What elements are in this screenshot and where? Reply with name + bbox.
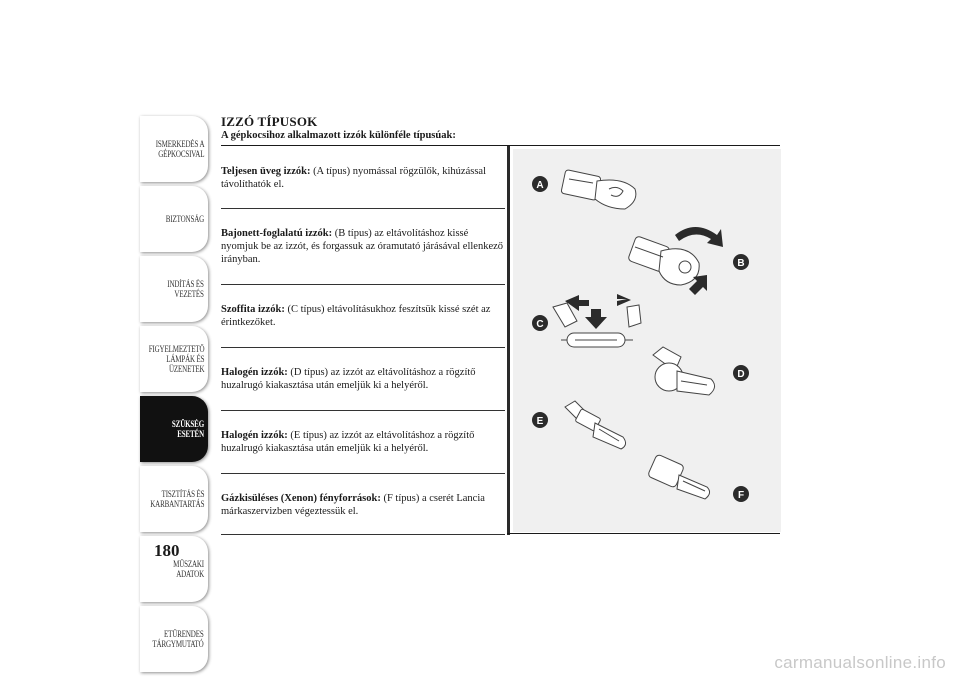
tab-targymutato[interactable] (140, 606, 208, 672)
tab-label: TISZTÍTÁS ÉS KARBANTARTÁS (149, 489, 204, 509)
down-arrow-icon (585, 309, 607, 329)
entry-term: Teljesen üveg izzók: (221, 166, 311, 177)
entry-term: Halogén izzók: (221, 430, 288, 441)
badge-b (733, 254, 749, 270)
entry-type-b (221, 209, 505, 285)
bulb-f-drawing (647, 454, 709, 499)
badge-a-label: A (536, 180, 544, 191)
page-subtitle: A gépkocsihoz alkalmazott izzók különféle típusúak: (221, 130, 456, 141)
badge-c (532, 315, 548, 331)
page-number: 180 (154, 541, 180, 560)
chapter-sidebar (140, 116, 208, 676)
badge-d (733, 365, 749, 381)
tab-biztonsag[interactable] (140, 186, 208, 252)
entry-text: (A típus) nyomással rögzülők, kihúzással távolíthatók el. (221, 166, 486, 190)
watermark: carmanualsonline.info (774, 653, 946, 672)
tab-inditas[interactable] (140, 256, 208, 322)
entry-type-d (221, 348, 505, 411)
badge-f (733, 486, 749, 502)
tab-label: BIZTONSÁG (165, 214, 204, 224)
tab-ismerkedes[interactable] (140, 116, 208, 182)
entry-text: (E típus) az izzót az eltávolításhoz a rögzítő huzalrugó kiakasztása után emeljük ki a helyéről. (221, 430, 475, 454)
right-arrow-icon (617, 294, 631, 306)
bulb-e-drawing (565, 401, 626, 449)
bulb-a-drawing (561, 170, 636, 209)
badge-d-label: D (737, 369, 745, 380)
bulb-illustration (513, 149, 781, 532)
tab-label: ISMERKEDÉS A GÉPKOCSIVAL (155, 139, 204, 159)
tab-tisztitas[interactable] (140, 466, 208, 532)
badge-a (532, 176, 548, 192)
entry-text: (B típus) az eltávolításhoz kissé nyomjuk be az izzót, és forgassuk az óramutató járásával ellenkező irányban. (221, 228, 504, 265)
entry-type-c (221, 285, 505, 348)
badge-e-label: E (536, 416, 544, 427)
tab-label: ETŰRENDES TÁRGYMUTATÓ (152, 629, 204, 649)
entry-text: (D típus) az izzót az eltávolításhoz a rögzítő huzalrugó kiakasztása után emeljük ki a helyéről. (221, 367, 476, 391)
entry-term: Szoffita izzók: (221, 304, 285, 315)
badge-e (532, 412, 548, 428)
tab-label: FIGYELMEZTETŐ LÁMPÁK ÉS ÜZENETEK (148, 344, 204, 374)
entry-text: (C típus) eltávolításukhoz feszítsük kissé szét az érintkezőket. (221, 304, 491, 328)
bulb-d-drawing (653, 347, 715, 395)
page-title: IZZÓ TÍPUSOK (221, 114, 318, 129)
bulb-type-list (221, 147, 505, 535)
top-divider (221, 145, 780, 146)
tab-szukseg-eseten[interactable] (140, 396, 208, 462)
badge-f-label: F (737, 490, 745, 501)
entry-term: Halogén izzók: (221, 367, 288, 378)
tab-label: MŰSZAKI ADATOK (173, 559, 204, 579)
badge-b-label: B (737, 258, 745, 269)
entry-type-f (221, 474, 505, 535)
tab-figyelmezteto[interactable] (140, 326, 208, 392)
rotate-arrow-icon (675, 227, 723, 247)
entry-term: Gázkisüléses (Xenon) fényforrások: (221, 493, 381, 504)
tab-label: SZÜKSÉG ESETÉN (171, 419, 204, 439)
column-divider (507, 146, 510, 535)
entry-type-a (221, 147, 505, 209)
bottom-divider (507, 533, 780, 534)
entry-type-e (221, 411, 505, 474)
bulb-illustration-svg (513, 149, 781, 532)
tab-label: INDÍTÁS ÉS VEZETÉS (167, 279, 204, 299)
bulb-b-drawing (628, 236, 700, 285)
entry-term: Bajonett-foglalatú izzók: (221, 228, 333, 239)
badge-c-label: C (536, 319, 544, 330)
entry-text: (F típus) a cserét Lancia márkaszervizben végeztessük el. (221, 493, 485, 517)
